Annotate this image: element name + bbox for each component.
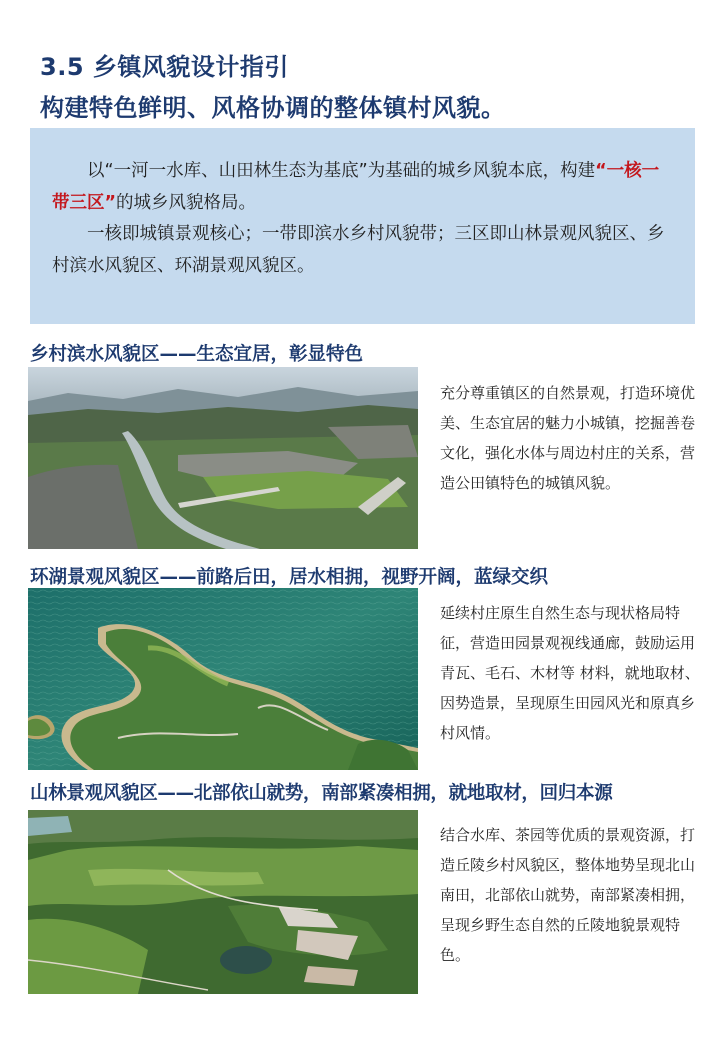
heading-lakeside-zone: 环湖景观风貌区——前路后田，居水相拥，视野开阔，蓝绿交织 — [30, 567, 549, 588]
heading-mountain-forest-zone: 山林景观风貌区——北部依山就势，南部紧凑相拥，就地取材，回归本源 — [30, 783, 613, 804]
intro-paragraph-1 — [52, 156, 675, 219]
photo-lakeside-peninsula — [28, 588, 418, 770]
description-mountain-forest-zone: 结合水库、茶园等优质的景观资源，打造丘陵乡村风貌区，整体地势呈现北山南田，北部依山就势，南部紧凑相拥，呈现乡野生态自然的丘陵地貌景观特色。 — [440, 826, 696, 964]
intro-highlight: “一核一带三区” — [52, 161, 660, 213]
section-subtitle: 构建特色鲜明、风格协调的整体镇村风貌。 — [40, 94, 506, 122]
intro-text-before: 以“一河一水库、山田林生态为基底”为基础的城乡风貌本底，构建 — [87, 161, 596, 181]
photo-waterside-town — [28, 367, 418, 549]
section-title: 3.5 乡镇风貌设计指引 — [40, 53, 289, 81]
description-waterside-zone: 充分尊重镇区的自然景观，打造环境优美、生态宜居的魅力小城镇，挖掘善卷文化，强化水体与周边村庄的关系，营造公田镇特色的城镇风貌。 — [440, 384, 696, 492]
intro-paragraph-2: 一核即城镇景观核心；一带即滨水乡村风貌带；三区即山林景观风貌区、乡村滨水风貌区、环湖景观风貌区。 — [52, 224, 665, 276]
heading-waterside-zone: 乡村滨水风貌区——生态宜居，彰显特色 — [30, 344, 364, 365]
intro-text-after: 的城乡风貌格局。 — [116, 192, 257, 213]
description-lakeside-zone: 延续村庄原生自然生态与现状格局特征，营造田园景观视线通廊，鼓励运用青瓦、毛石、木材等 材料，就地取材、因势造景，呈现原生田园风光和原真乡村风情。 — [440, 604, 700, 742]
intro-box — [30, 128, 695, 324]
photo-mountain-village — [28, 810, 418, 994]
